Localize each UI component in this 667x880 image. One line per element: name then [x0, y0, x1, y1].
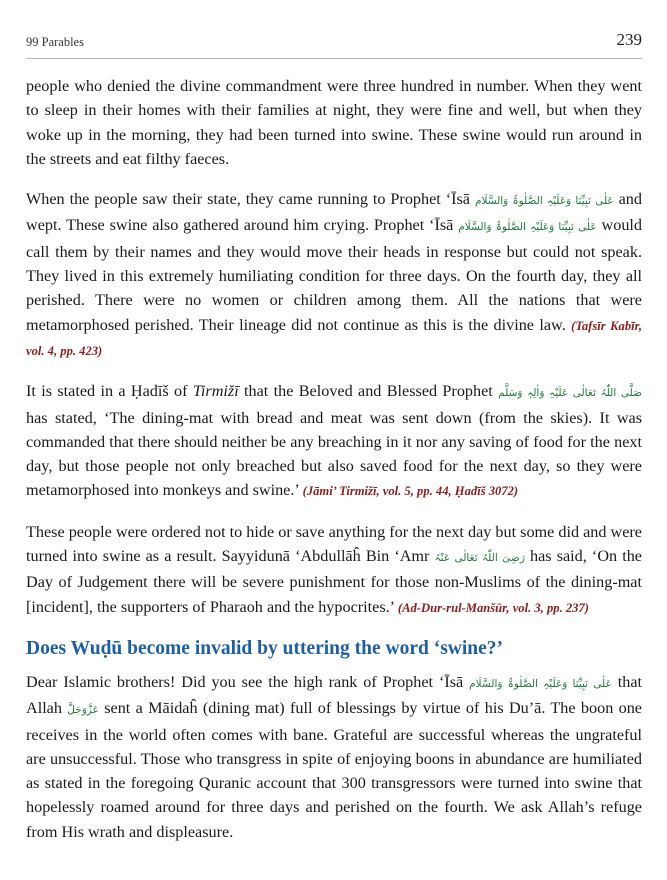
page-header — [26, 30, 642, 58]
body-text — [26, 74, 642, 860]
p3-book-name: Tirmižī — [192, 382, 239, 401]
paragraph-1: people who denied the divine commandment were three hundred in number. When they went to sleep in their homes with their families at night, they were fine and well, but when they woke up in the morning, they had been turned into swine. These swine would run around in the streets and eat filthy faeces. — [26, 77, 642, 168]
p2-text-2: and wept. These swine also gathered around him crying. Prophet ‘Īsā — [26, 190, 642, 235]
paragraph-4 — [26, 520, 642, 620]
p3-text-4: has stated, ‘The dining-mat with bread and meat was sent down (from the skies). It was commanded that there should neither be any breaching in it nor any saving of food for the next day, but those people not only breached but also saved food for the next day, so they were metamorphosed into monkeys and swine.’ — [26, 408, 642, 500]
p5-text-3: sent a Māidaĥ (dining mat) full of blessings by virtue of his Du’ā. The boon one receives in the world often comes with bane. Grateful are successful whereas the ungrateful are unsuccessful. Those who transgress in spite of enjoying boons in abundance are humiliated as stated in the foregoing Quranic account that 300 transgressors were turned into swine that hopelessly roamed around for three days and perished on the fourth. We ask Allah’s refuge from His wrath and displeasure. — [26, 699, 642, 841]
salutation-radi: رَضِیَ اللّٰہُ تَعَالٰی عَنْہُ — [434, 552, 525, 565]
p4-text-1: These people were ordered not to hide or save anything for the next day but some did and were turned into swine as a result. Sayyidunā ‘Abdullāĥ Bin ‘Amr — [26, 522, 642, 566]
p2-text-1: When the people saw their state, they came running to Prophet ‘Īsā — [26, 190, 475, 209]
salutation-prophet: صَلَّی اللّٰہُ تَعَالٰی عَلَیْہِ وَاٰلِہٖ وَسَلَّم — [498, 387, 643, 400]
page-number: 239 — [616, 30, 642, 49]
header-divider — [26, 58, 642, 59]
reference: (Jāmi’ Tirmižī, vol. 5, pp. 44, Ḥadīš 3072) — [302, 484, 519, 499]
paragraph-5 — [26, 670, 642, 844]
p2-text-3: would call them by their names and they would move their heads in response but could not speak. They lived in this extremely humiliating condition for three days. On the fourth day, they all perished. There were no women or children among them. All the nations that were metamorphosed perished. Their lineage did not continue as this is the divine law. — [26, 216, 643, 334]
salutation-isa: عَلٰی نَبِیِّنَا وَعَلَیْہِ الصَّلٰوۃُ وَالسَّلَام — [474, 195, 614, 208]
p4-text-2: has said, ‘On the Day of Judgement there will be severe punishment for those non-Muslims of the dining-mat [incident], the supporters of Pharaoh and the hypocrites.’ — [26, 547, 642, 616]
paragraph-3 — [26, 379, 642, 503]
p3-text-1: It is stated in a Ḥadīš of — [26, 382, 193, 401]
paragraph-2 — [26, 187, 642, 363]
p5-text-2: that Allah — [26, 672, 642, 718]
salutation-azza: عَزَّوَجَلَّ — [67, 704, 99, 717]
book-title: 99 Parables — [26, 35, 84, 49]
salutation-isa-2: عَلٰی نَبِیِّنَا وَعَلَیْہِ الصَّلٰوۃُ وَالسَّلَام — [458, 221, 597, 234]
salutation-isa-3: عَلٰی نَبِیِّنَا وَعَلَیْہِ الصَّلٰوۃُ وَالسَّلَام — [469, 677, 612, 690]
p3-text-3: that the Beloved and Blessed Prophet — [238, 382, 499, 401]
reference: (Tafsīr Kabīr, vol. 4, pp. 423) — [26, 318, 642, 358]
reference: (Ad-Dur-rul-Manšūr, vol. 3, pp. 237) — [397, 600, 589, 615]
section-heading: Does Wuḍū become invalid by uttering the word ‘swine?’ — [26, 637, 504, 659]
p5-text-1: Dear Islamic brothers! Did you see the high rank of Prophet ‘Īsā — [26, 672, 470, 691]
